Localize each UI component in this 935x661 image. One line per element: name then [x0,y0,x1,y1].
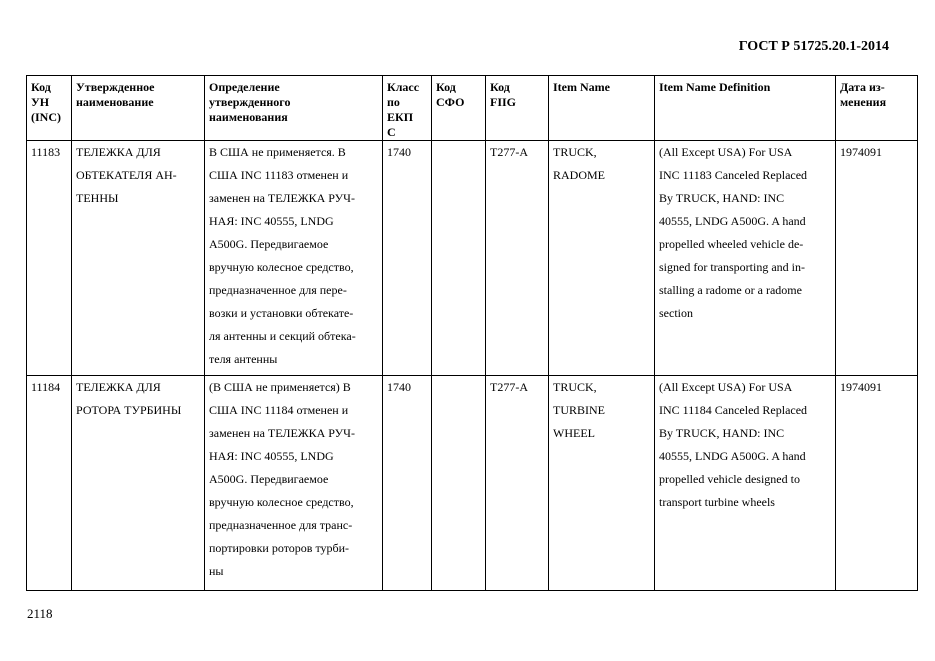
cell-text-line: по [387,95,400,109]
cell-text-line: transport turbine wheels [659,495,775,509]
cell-text-line: Код [490,80,510,94]
cell-text-line: В США не применяется. В [209,145,346,159]
cell-sfo-code [432,376,486,591]
cell-fiig-code [486,376,549,591]
cell-text-line: НАЯ: INC 40555, LNDG [209,214,334,228]
col-header-sfo-code [432,76,486,141]
cell-item-name-definition [655,376,836,591]
cell-class-ekps [383,376,432,591]
cell-text-line: заменен на ТЕЛЕЖКА РУЧ- [209,191,355,205]
cell-text-line: Item Name Definition [659,80,771,94]
cell-text-line: менения [840,95,887,109]
cell-text-line: предназначенное для пере- [209,283,347,297]
cell-text-line: РОТОРА ТУРБИНЫ [76,403,182,417]
cell-fiig-code [486,141,549,376]
cell-text-line: A500G. Передвигаемое [209,472,329,486]
cell-text-line: TRUCK, [553,380,597,394]
cell-text-line: TRUCK, [553,145,597,159]
cell-text-line: 1740 [387,145,411,159]
cell-text-line: A500G. Передвигаемое [209,237,329,251]
cell-text-line: By TRUCK, HAND: INC [659,191,785,205]
cell-text-line: Определение [209,80,280,94]
cell-sfo-code [432,141,486,376]
cell-text-line: (INC) [31,110,61,124]
cell-text-line: TURBINE [553,403,605,417]
cell-text-line: 40555, LNDG A500G. A hand [659,214,806,228]
cell-text-line: 11183 [31,145,61,159]
cell-inc [27,376,72,591]
col-header-inc [27,76,72,141]
cell-text-line: T277-A [490,380,528,394]
cell-text-line: Код [31,80,51,94]
cell-text-line: портировки роторов турби- [209,541,350,555]
cell-text-line: УН [31,95,50,109]
cell-text-line: INC 11184 Canceled Replaced [659,403,808,417]
cell-text-line: С [387,125,396,139]
table-header-row [27,76,918,141]
cell-text-line: ОБТЕКАТЕЛЯ АН- [76,168,177,182]
cell-text-line: signed for transporting and in- [659,260,805,274]
cell-inc [27,141,72,376]
cell-text-line: Класс [387,80,420,94]
col-header-item-name-definition [655,76,836,141]
cell-text-line: propelled vehicle designed to [659,472,800,486]
cell-change-date [836,376,918,591]
cell-text-line: возки и установки обтекате- [209,306,354,320]
inc-table [26,75,918,591]
cell-text-line: (All Except USA) For USA [659,145,793,159]
cell-item-name [549,141,655,376]
cell-text-line: Дата из- [840,80,885,94]
cell-text-line: Код [436,80,456,94]
cell-text-line: (В США не применяется) В [209,380,351,394]
cell-text-line: 1974091 [840,145,882,159]
cell-definition-ru [205,141,383,376]
cell-text-line: ля антенны и секций обтека- [209,329,356,343]
document-id: ГОСТ Р 51725.20.1-2014 [738,39,889,54]
cell-text-line: T277-A [490,145,528,159]
cell-text-line: вручную колесное средство, [209,260,354,274]
col-header-item-name [549,76,655,141]
cell-text-line: By TRUCK, HAND: INC [659,426,785,440]
cell-text-line: Item Name [553,80,610,94]
cell-text-line: RADOME [553,168,606,182]
cell-text-line: вручную колесное средство, [209,495,354,509]
cell-text-line: (All Except USA) For USA [659,380,793,394]
cell-approved-name [72,141,205,376]
cell-item-name-definition [655,141,836,376]
table-row [27,141,918,376]
cell-text-line: заменен на ТЕЛЕЖКА РУЧ- [209,426,355,440]
cell-text-line: теля антенны [209,352,278,366]
cell-text-line: наименование [76,95,154,109]
cell-text-line: ТЕЛЕЖКА ДЛЯ [76,380,161,394]
col-header-fiig-code [486,76,549,141]
page-number: 2118 [27,606,53,621]
cell-text-line: propelled wheeled vehicle de- [659,237,804,251]
cell-text-line: ТЕЛЕЖКА ДЛЯ [76,145,161,159]
cell-text-line: США INC 11184 отменен и [209,403,349,417]
cell-text-line: section [659,306,693,320]
table-row [27,376,918,591]
cell-definition-ru [205,376,383,591]
cell-text-line: НАЯ: INC 40555, LNDG [209,449,334,463]
cell-text-line: США INC 11183 отменен и [209,168,349,182]
cell-text-line: Утвержденное [76,80,155,94]
col-header-definition [205,76,383,141]
cell-text-line: stalling a radome or a radome [659,283,802,297]
cell-text-line: WHEEL [553,426,595,440]
col-header-approved-name [72,76,205,141]
cell-text-line: ТЕННЫ [76,191,119,205]
cell-text-line: 40555, LNDG A500G. A hand [659,449,806,463]
cell-text-line: утвержденного [209,95,291,109]
cell-text-line: ны [209,564,224,578]
cell-text-line: INC 11183 Canceled Replaced [659,168,808,182]
cell-text-line: FIIG [490,95,517,109]
cell-text-line: наименования [209,110,288,124]
cell-text-line: 11184 [31,380,61,394]
cell-text-line: СФО [436,95,465,109]
cell-text-line: 1974091 [840,380,882,394]
cell-approved-name [72,376,205,591]
cell-text-line: предназначенное для транс- [209,518,353,532]
cell-text-line: 1740 [387,380,411,394]
cell-change-date [836,141,918,376]
col-header-change-date [836,76,918,141]
cell-text-line: ЕКП [387,110,414,124]
cell-item-name [549,376,655,591]
cell-class-ekps [383,141,432,376]
col-header-class-ekps [383,76,432,141]
